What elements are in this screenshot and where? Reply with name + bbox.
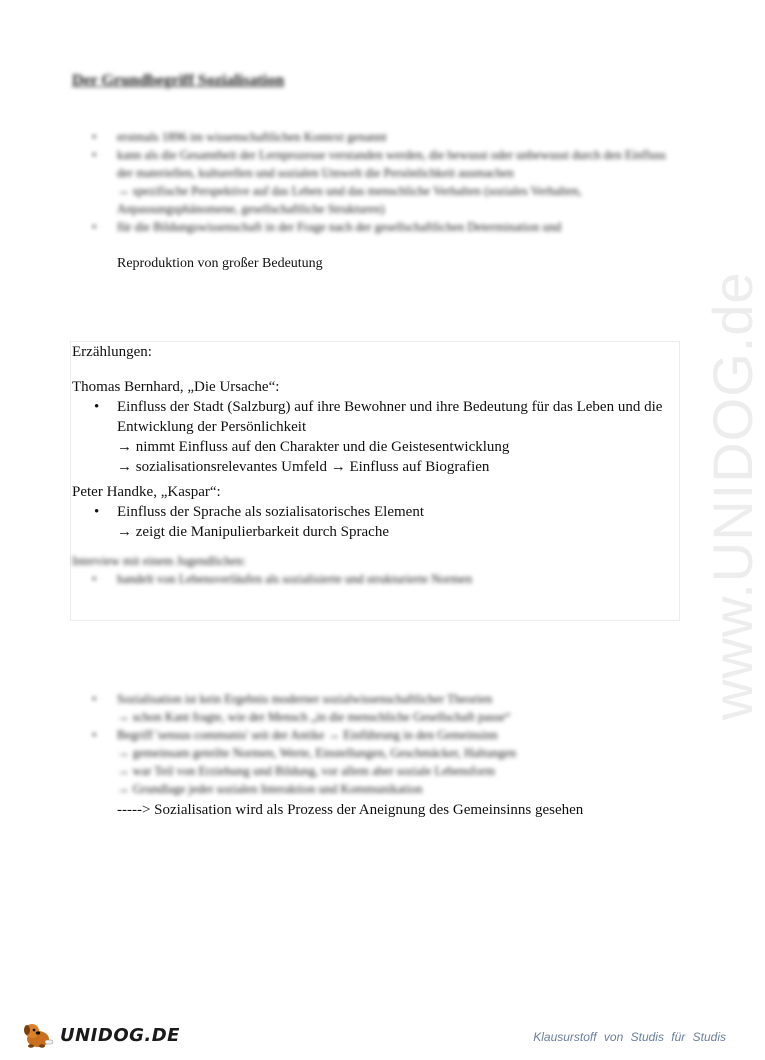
- bullet-text: erstmals 1896 im wissenschaftlichen Kontext genannt: [117, 130, 387, 144]
- footer-tagline: Klausurstoff von Studis für Studis: [533, 1030, 726, 1044]
- list-item: [72, 570, 672, 588]
- later-bullet-list: [72, 690, 672, 798]
- page-heading: Der Grundbegriff Sozialisation: [72, 72, 285, 89]
- intro-section: [72, 128, 672, 236]
- interview-section: [72, 552, 672, 588]
- bullet-subline: → schon Kant fragte, wie der Mensch „in die menschliche Gesellschaft passe“: [117, 710, 511, 724]
- list-item: [72, 502, 672, 542]
- handke-list: [72, 502, 672, 542]
- box-title: Erzählungen:: [72, 344, 152, 360]
- bullet-subline: → spezifische Perspektive auf das Leben und das menschliche Verhalten (soziales Verhalten, Anpassungsphänomene, gesellschaftliche Strukturen): [117, 184, 582, 216]
- bullet-subline: → gemeinsam geteilte Normen, Werte, Einstellungen, Geschmäcker, Haltungen: [117, 746, 517, 760]
- handke-heading: Peter Handke, „Kaspar“:: [72, 484, 221, 500]
- dog-mascot-icon: [22, 1020, 56, 1050]
- bullet-subline: → zeigt die Manipulierbarkeit durch Sprache: [117, 524, 389, 540]
- bernhard-section: [72, 377, 672, 477]
- list-item: [72, 726, 672, 798]
- bullet-text: Begriff 'sensus communis' seit der Antike → Einführung in den Gemeinsinn: [117, 728, 498, 742]
- bullet-subline: → Grundlage jeder sozialen Interaktion und Kommunikation: [117, 782, 423, 796]
- list-item: [72, 397, 672, 477]
- list-item: [72, 218, 672, 236]
- handke-section: [72, 482, 672, 542]
- interview-list: [72, 570, 672, 588]
- intro-bullet-list: [72, 128, 672, 236]
- list-item: [72, 146, 672, 218]
- conclusion-line: -----> Sozialisation wird als Prozess der Aneignung des Gemeinsinns gesehen: [117, 802, 584, 818]
- bullet-subline: → war Teil von Erziehung und Bildung, vor allem aber soziale Lebensform: [117, 764, 495, 778]
- bullet-text: für die Bildungswissenschaft in der Frage nach der gesellschaftlichen Determination und: [117, 220, 562, 234]
- list-item: [72, 128, 672, 146]
- watermark: www.UNIDOG.de: [701, 271, 764, 720]
- bullet-text: Sozialisation ist kein Ergebnis moderner sozialwissenschaftlicher Theorien: [117, 692, 493, 706]
- bernhard-list: [72, 397, 672, 477]
- intro-last-line: Reproduktion von großer Bedeutung: [117, 256, 323, 271]
- bullet-text: kann als die Gesamtheit der Lernprozesse verstanden werden, die bewusst oder unbewusst durch den Einfluss der materiellen, kulturellen und sozialen Umwelt die Persönlichkeit ausmachen: [117, 148, 666, 180]
- bullet-text: Einfluss der Stadt (Salzburg) auf ihre Bewohner und ihre Bedeutung für das Leben und die Entwicklung der Persönlichkeit: [117, 399, 663, 435]
- bullet-subline: → nimmt Einfluss auf den Charakter und die Geistesentwicklung: [117, 439, 510, 455]
- bullet-text: Einfluss der Sprache als sozialisatorisches Element: [117, 504, 424, 520]
- logo-text: UNIDOG.DE: [60, 1024, 180, 1046]
- bernhard-heading: Thomas Bernhard, „Die Ursache“:: [72, 379, 280, 395]
- bullet-subline: → sozialisationsrelevantes Umfeld → Einfluss auf Biografien: [117, 459, 490, 475]
- later-section: [72, 690, 672, 798]
- list-item: [72, 690, 672, 726]
- interview-heading: Interview mit einem Jugendlichen:: [72, 554, 246, 568]
- unidog-logo[interactable]: [22, 1020, 180, 1050]
- bullet-text: handelt von Lebensverläufen als sozialisierte und strukturierte Normen: [117, 572, 473, 586]
